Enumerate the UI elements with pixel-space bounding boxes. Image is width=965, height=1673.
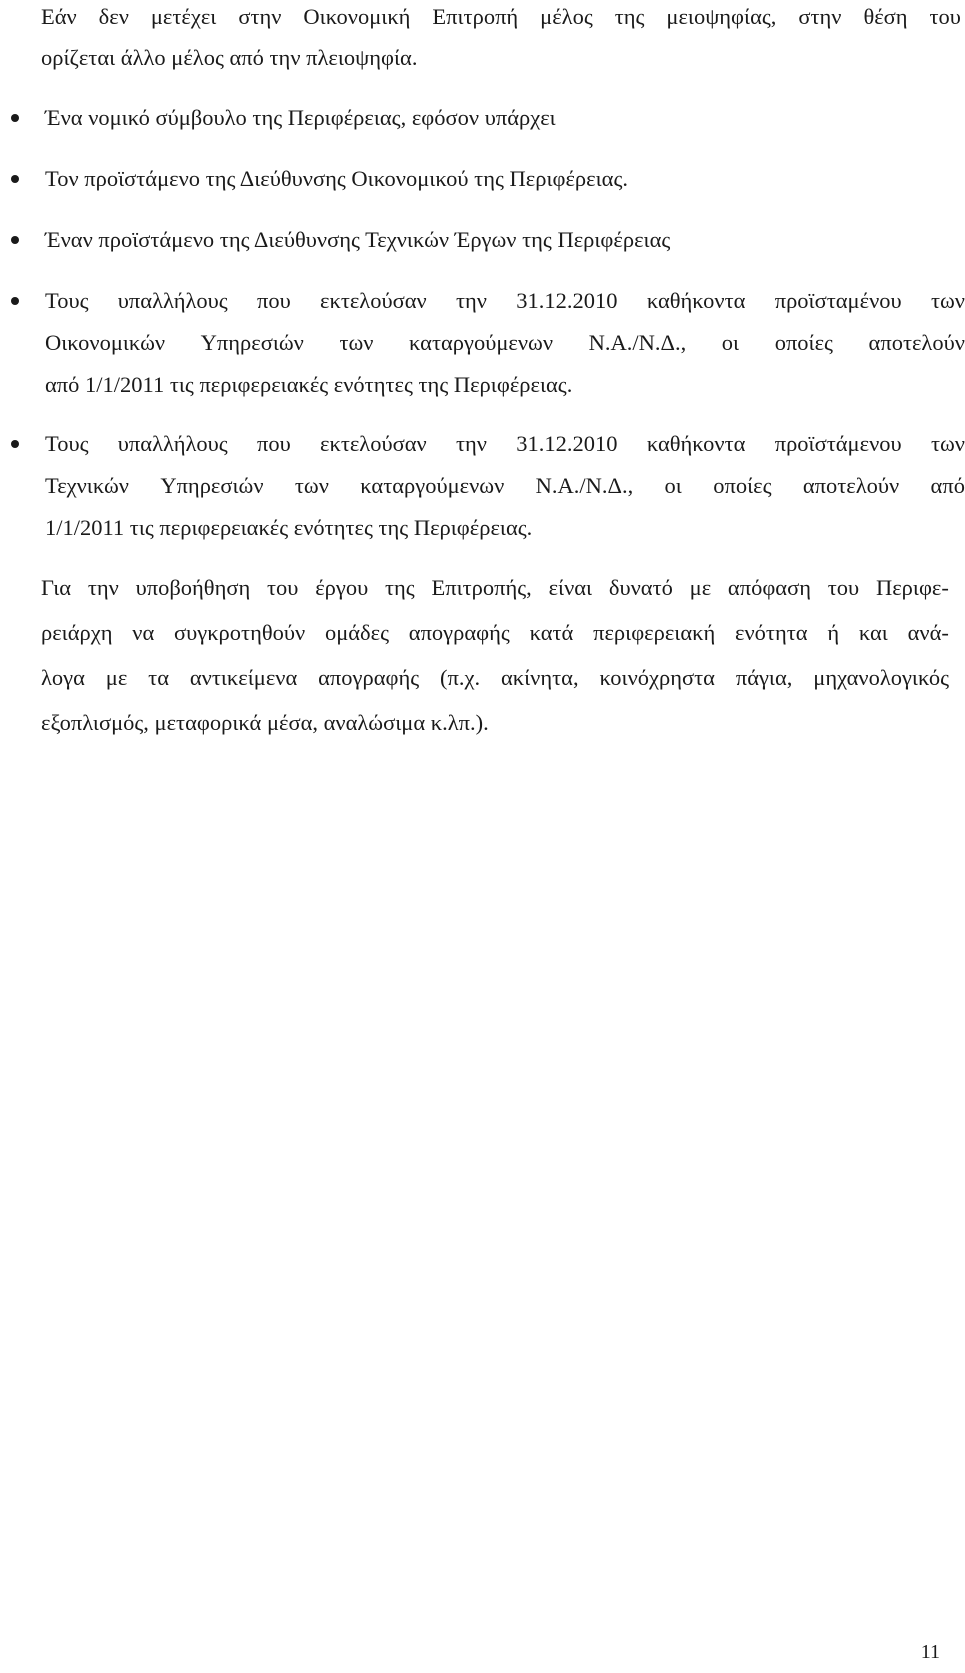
word: είναι — [548, 575, 593, 600]
word: ρειάρχη — [41, 620, 113, 645]
closing-line-1 — [41, 573, 949, 603]
word: ακίνητα, — [501, 665, 579, 690]
word: που — [256, 431, 291, 456]
word: μειοψηφίας, — [666, 4, 777, 29]
word: μετέχει — [150, 4, 217, 29]
word: δεν — [98, 4, 129, 29]
word: Οικονομική — [303, 4, 411, 29]
word: καταργούμενων — [360, 473, 505, 498]
word: Τους — [45, 288, 89, 313]
word: Υπηρεσιών — [160, 473, 264, 498]
page-number: 11 — [920, 1641, 940, 1663]
word: να — [132, 620, 155, 645]
bullet-icon — [11, 236, 19, 244]
word: υπαλλήλους — [117, 288, 228, 313]
word: τα — [148, 665, 169, 690]
word: Οικονομικών — [45, 330, 166, 355]
closing-line-3 — [41, 663, 949, 693]
word: της — [384, 575, 415, 600]
word: ενότητα — [735, 620, 808, 645]
list-item-line — [45, 328, 965, 358]
word: δυνατό — [608, 575, 673, 600]
list-item-line — [45, 471, 965, 501]
word: στην — [798, 4, 842, 29]
word: των — [930, 431, 965, 456]
word: που — [256, 288, 291, 313]
word: Τους — [45, 431, 89, 456]
word: του — [267, 575, 299, 600]
word: 31.12.2010 — [516, 288, 618, 313]
word: 31.12.2010 — [516, 431, 618, 456]
word: την — [87, 575, 119, 600]
word: και — [858, 620, 888, 645]
word: μέλος — [540, 4, 593, 29]
word: καταργούμενων — [409, 330, 554, 355]
word: κατά — [529, 620, 574, 645]
list-item-line: 1/1/2011 τις περιφερειακές ενότητες της Περιφέρειας. — [45, 515, 533, 540]
word: αντικείμενα — [189, 665, 298, 690]
word: υπαλλήλους — [117, 431, 228, 456]
word: αποτελούν — [868, 330, 965, 355]
closing-line-4: εξοπλισμός, μεταφορικά μέσα, αναλώσιμα κ.λπ.). — [41, 710, 489, 735]
word: του — [827, 575, 860, 600]
word: οι — [721, 330, 740, 355]
word: προϊστάμενου — [774, 431, 902, 456]
word: απόφαση — [727, 575, 811, 600]
list-item-line: από 1/1/2011 τις περιφερειακές ενότητες της Περιφέρειας. — [45, 372, 573, 397]
list-item-line — [45, 429, 965, 459]
bullet-icon — [11, 175, 19, 183]
word: των — [294, 473, 329, 498]
word: απογραφής — [408, 620, 510, 645]
word: κοινόχρηστα — [599, 665, 715, 690]
word: Περιφε- — [875, 575, 949, 600]
word: λογα — [41, 665, 85, 690]
list-item: Έναν προϊστάμενο της Διεύθυνσης Τεχνικών Έργων της Περιφέρειας — [45, 227, 671, 252]
bullet-icon — [11, 114, 19, 122]
word: οποίες — [774, 330, 833, 355]
word: ανά- — [907, 620, 949, 645]
word: στην — [238, 4, 282, 29]
word: την — [456, 431, 487, 456]
word: με — [689, 575, 712, 600]
word: του — [929, 4, 961, 29]
word: καθήκοντα — [646, 431, 746, 456]
word: Ν.Α./Ν.Δ., — [535, 473, 634, 498]
word: Υπηρεσιών — [200, 330, 304, 355]
word: αποτελούν — [802, 473, 900, 498]
intro-line-2: ορίζεται άλλο μέλος από την πλειοψηφία. — [41, 45, 418, 70]
word: περιφερειακή — [593, 620, 716, 645]
closing-line-2 — [41, 618, 949, 648]
word: καθήκοντα — [646, 288, 746, 313]
word: προϊσταμένου — [774, 288, 902, 313]
word: πάγια, — [735, 665, 793, 690]
bullet-icon — [11, 297, 19, 305]
word: απογραφής — [318, 665, 420, 690]
word: Ν.Α./Ν.Δ., — [588, 330, 687, 355]
word: οι — [664, 473, 682, 498]
list-item: Ένα νομικό σύμβουλο της Περιφέρειας, εφόσον υπάρχει — [45, 105, 556, 130]
word: Επιτροπή — [432, 4, 519, 29]
word: εκτελούσαν — [320, 431, 427, 456]
word: έργου — [315, 575, 369, 600]
word: των — [930, 288, 965, 313]
word: της — [614, 4, 645, 29]
word: υποβοήθηση — [135, 575, 251, 600]
word: ομάδες — [324, 620, 390, 645]
word: των — [339, 330, 374, 355]
word: Για — [41, 575, 72, 600]
word: Τεχνικών — [45, 473, 129, 498]
word: την — [456, 288, 487, 313]
word: ή — [827, 620, 840, 645]
bullet-icon — [11, 440, 19, 448]
list-item: Τον προϊστάμενο της Διεύθυνσης Οικονομικού της Περιφέρειας. — [45, 166, 628, 191]
word: οποίες — [713, 473, 772, 498]
word: Επιτροπής, — [431, 575, 532, 600]
word: Εάν — [41, 4, 77, 29]
word: με — [105, 665, 128, 690]
word: συγκροτηθούν — [174, 620, 306, 645]
word: από — [930, 473, 965, 498]
word: (π.χ. — [440, 665, 481, 690]
word: μηχανολογικός — [813, 665, 949, 690]
list-item-line — [45, 286, 965, 316]
intro-line-1 — [41, 2, 961, 32]
word: θέση — [863, 4, 908, 29]
word: εκτελούσαν — [320, 288, 427, 313]
